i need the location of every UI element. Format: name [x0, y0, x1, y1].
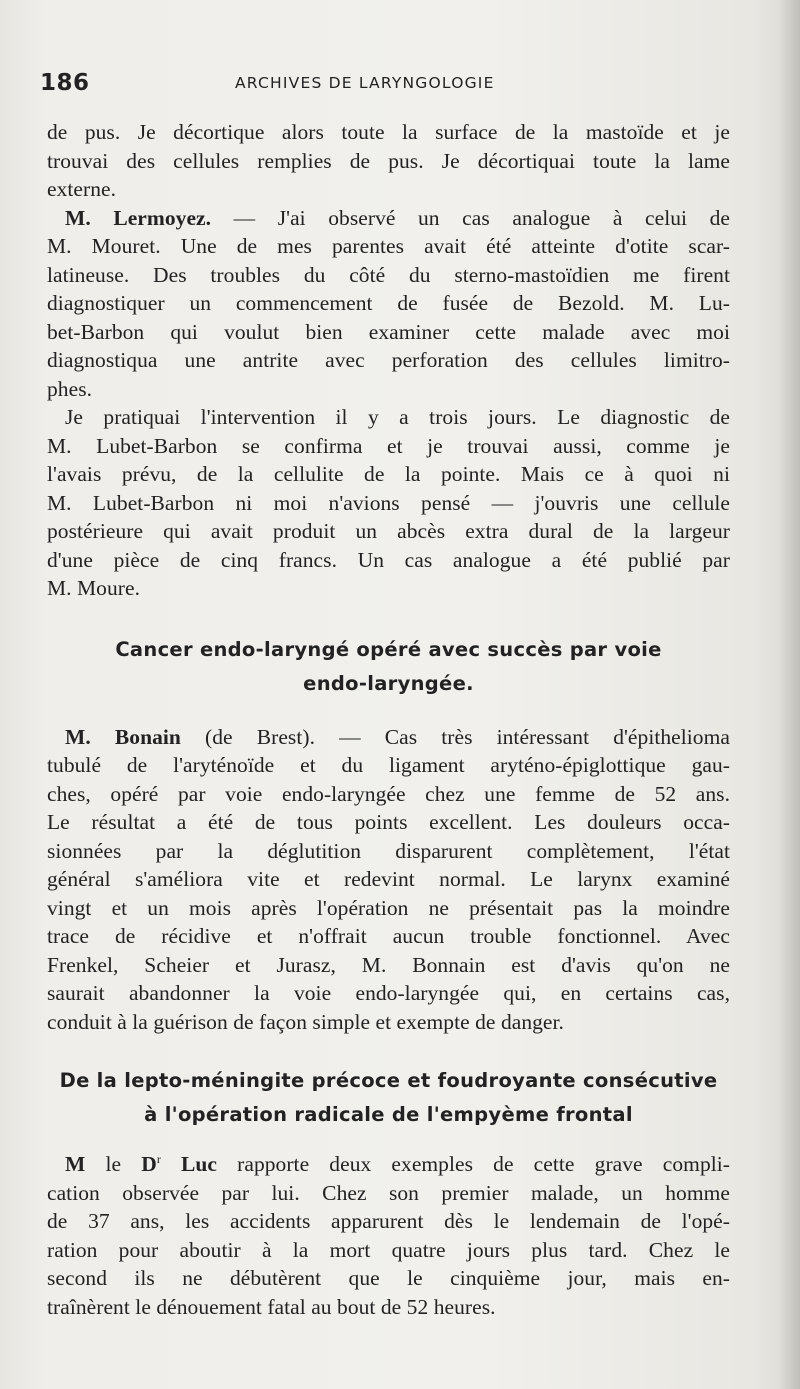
text-line: de 37 ans, les accidents apparurent dès le lendemain de l'opé- [47, 1209, 730, 1233]
heading-line: à l'opération radicale de l'empyème frontal [144, 1103, 633, 1126]
text-line: latineuse. Des troubles du côté du sterno-mastoïdien me firent [47, 262, 730, 287]
text-run: (de Brest). — Cas très intéressant d'épithelioma [180, 724, 730, 749]
text-line: saurait abandonner la voie endo-laryngée qui, en certains cas, [47, 981, 730, 1005]
heading-line: Cancer endo-laryngé opéré avec succès par voie [115, 637, 662, 661]
text-line: cation observée par lui. Chez son premier malade, un homme [47, 1180, 730, 1205]
text-line: phes. [47, 376, 93, 401]
article-body [47, 118, 730, 1321]
text-line: M. Moure. [47, 576, 141, 600]
text-line: ches, opéré par voie endo-laryngée chez une femme de 52 ans. [47, 781, 730, 806]
spacer [47, 1132, 730, 1150]
text-line: bet-Barbon qui voulut bien examiner cette malade avec moi [47, 319, 730, 344]
text-line: ration pour aboutir à la mort quatre jours plus tard. Chez le [47, 1237, 730, 1262]
text-line: M. Lubet-Barbon se confirma et je trouvai aussi, comme je [47, 433, 730, 458]
speaker-name: M. Lermoyez. [65, 205, 212, 230]
text-line: diagnostiqua une antrite avec perforation des cellules limitro- [47, 348, 730, 372]
text-line: M. Lubet-Barbon ni moi n'avions pensé — j'ouvris une cellule [47, 490, 730, 515]
speaker-name: M. Bonain [65, 724, 181, 749]
paragraph-bonain [47, 723, 730, 1037]
paragraph-intervention [47, 403, 730, 603]
text-line: Je pratiquai l'intervention il y a trois jours. Le diagnostic de [65, 405, 730, 429]
speaker-title: D [141, 1152, 157, 1176]
text-line: trace de récidive et n'offrait aucun trouble fonctionnel. Avec [47, 924, 730, 948]
text-line: sionnées par la déglutition disparurent complètement, l'état [47, 838, 730, 863]
speaker-initial: M [65, 1152, 86, 1176]
section-heading-cancer [47, 633, 730, 701]
page-number: 186 [40, 70, 90, 96]
text-run: rapporte deux exemples de cette grave compli- [217, 1152, 730, 1176]
paragraph-lermoyez [47, 204, 730, 404]
speaker-name: Luc [160, 1152, 217, 1176]
text-run: le [85, 1152, 142, 1176]
heading-line: De la lepto-méningite précoce et foudroyante consécutive [59, 1069, 718, 1092]
text-line: second ils ne débutèrent que le cinquième jour, mais en- [47, 1266, 730, 1290]
spacer [47, 603, 730, 633]
spacer [47, 1036, 730, 1064]
text-line: l'avais prévu, de la cellulite de la pointe. Mais ce à quoi ni [47, 462, 730, 486]
text-line: diagnostiquer un commencement de fusée de Bezold. M. Lu- [47, 291, 730, 315]
text-line: d'une pièce de cinq francs. Un cas analogue a été publié par [47, 547, 730, 572]
text-line [47, 1150, 730, 1179]
text-run: — J'ai observé un cas analogue à celui de [211, 205, 730, 230]
text-line: externe. [47, 177, 117, 201]
section-heading-meningite [47, 1064, 730, 1132]
text-line [47, 204, 730, 233]
text-line: tubulé de l'aryténoïde et du ligament aryténo-épiglottique gau- [47, 753, 730, 777]
heading-line: endo-laryngée. [303, 671, 474, 695]
text-line: Le résultat a été de tous points excellent. Les douleurs occa- [47, 810, 730, 834]
text-line: traînèrent le dénouement fatal au bout de 52 heures. [47, 1294, 496, 1319]
paragraph-continuation [47, 118, 730, 204]
spacer [47, 701, 730, 723]
text-line: conduit à la guérison de façon simple et exempte de danger. [47, 1009, 564, 1034]
text-line: général s'améliora vite et redevint normal. Le larynx examiné [47, 867, 730, 891]
text-line: de pus. Je décortique alors toute la surface de la mastoïde et je [47, 120, 730, 144]
page-edge-shadow [778, 0, 800, 1389]
text-line: postérieure qui avait produit un abcès extra dural de la largeur [47, 519, 730, 543]
page-header [40, 70, 740, 100]
text-line: vingt et un mois après l'opération ne présentait pas la moindre [47, 895, 730, 920]
text-line: Frenkel, Scheier et Jurasz, M. Bonnain est d'avis qu'on ne [47, 952, 730, 977]
running-head: ARCHIVES DE LARYNGOLOGIE [235, 74, 495, 92]
text-line: trouvai des cellules remplies de pus. Je décortiquai toute la lame [47, 148, 730, 173]
speaker-title-superscript: r [156, 1151, 161, 1166]
text-line: M. Mouret. Une de mes parentes avait été atteinte d'otite scar- [47, 234, 730, 258]
text-line [47, 723, 730, 752]
paragraph-luc [47, 1150, 730, 1321]
